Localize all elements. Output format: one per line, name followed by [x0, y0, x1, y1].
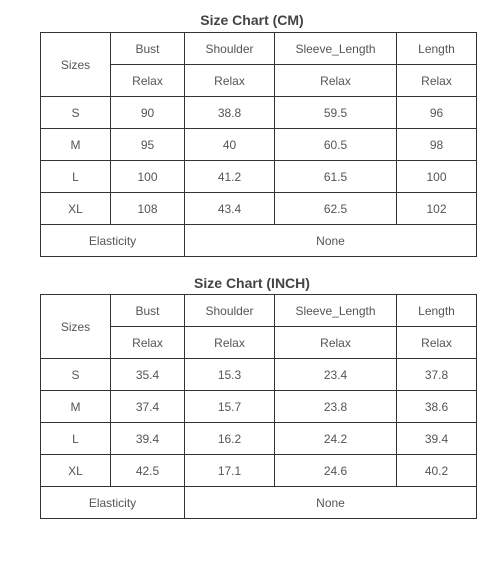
value-cell: 39.4: [397, 423, 477, 455]
table-row: [41, 455, 477, 487]
fit-cell: Relax: [397, 327, 477, 359]
size-cell: L: [41, 423, 111, 455]
size-chart-inch-table: [40, 294, 477, 519]
value-cell: 96: [397, 97, 477, 129]
value-cell: 40: [185, 129, 275, 161]
value-cell: 35.4: [111, 359, 185, 391]
table-row: [41, 423, 477, 455]
fit-cell: Relax: [111, 327, 185, 359]
value-cell: 24.2: [275, 423, 397, 455]
column-header-sleeve-length: Sleeve_Length: [275, 295, 397, 327]
column-header-bust: Bust: [111, 295, 185, 327]
fit-cell: Relax: [275, 65, 397, 97]
sizes-header: Sizes: [41, 33, 111, 97]
column-header-length: Length: [397, 295, 477, 327]
table-row: [41, 161, 477, 193]
value-cell: 60.5: [275, 129, 397, 161]
fit-cell: Relax: [185, 65, 275, 97]
table-row: [41, 193, 477, 225]
value-cell: 90: [111, 97, 185, 129]
header-row: [41, 33, 477, 65]
header-row: [41, 295, 477, 327]
value-cell: 61.5: [275, 161, 397, 193]
value-cell: 59.5: [275, 97, 397, 129]
fit-cell: Relax: [397, 65, 477, 97]
table-row: [41, 129, 477, 161]
value-cell: 23.8: [275, 391, 397, 423]
value-cell: 39.4: [111, 423, 185, 455]
value-cell: 102: [397, 193, 477, 225]
size-cell: XL: [41, 455, 111, 487]
column-header-shoulder: Shoulder: [185, 33, 275, 65]
size-cell: M: [41, 391, 111, 423]
value-cell: 98: [397, 129, 477, 161]
table-row: [41, 391, 477, 423]
elasticity-row: [41, 487, 477, 519]
table-row: [41, 97, 477, 129]
column-header-sleeve-length: Sleeve_Length: [275, 33, 397, 65]
value-cell: 15.7: [185, 391, 275, 423]
column-header-bust: Bust: [111, 33, 185, 65]
size-cell: M: [41, 129, 111, 161]
value-cell: 108: [111, 193, 185, 225]
fit-cell: Relax: [111, 65, 185, 97]
elasticity-value: None: [185, 487, 477, 519]
elasticity-value: None: [185, 225, 477, 257]
value-cell: 37.4: [111, 391, 185, 423]
value-cell: 100: [397, 161, 477, 193]
size-cell: S: [41, 97, 111, 129]
value-cell: 42.5: [111, 455, 185, 487]
elasticity-label: Elasticity: [41, 225, 185, 257]
size-chart-cm-title: Size Chart (CM): [200, 12, 304, 28]
value-cell: 16.2: [185, 423, 275, 455]
column-header-shoulder: Shoulder: [185, 295, 275, 327]
size-cell: L: [41, 161, 111, 193]
value-cell: 100: [111, 161, 185, 193]
elasticity-row: [41, 225, 477, 257]
value-cell: 62.5: [275, 193, 397, 225]
value-cell: 23.4: [275, 359, 397, 391]
value-cell: 24.6: [275, 455, 397, 487]
size-cell: S: [41, 359, 111, 391]
fit-cell: Relax: [275, 327, 397, 359]
size-chart-inch-title: Size Chart (INCH): [194, 275, 310, 291]
value-cell: 17.1: [185, 455, 275, 487]
value-cell: 95: [111, 129, 185, 161]
table-row: [41, 359, 477, 391]
value-cell: 38.8: [185, 97, 275, 129]
value-cell: 43.4: [185, 193, 275, 225]
size-cell: XL: [41, 193, 111, 225]
value-cell: 40.2: [397, 455, 477, 487]
value-cell: 38.6: [397, 391, 477, 423]
size-chart-cm-table: [40, 32, 477, 257]
sizes-header: Sizes: [41, 295, 111, 359]
value-cell: 37.8: [397, 359, 477, 391]
fit-cell: Relax: [185, 327, 275, 359]
column-header-length: Length: [397, 33, 477, 65]
value-cell: 41.2: [185, 161, 275, 193]
value-cell: 15.3: [185, 359, 275, 391]
elasticity-label: Elasticity: [41, 487, 185, 519]
